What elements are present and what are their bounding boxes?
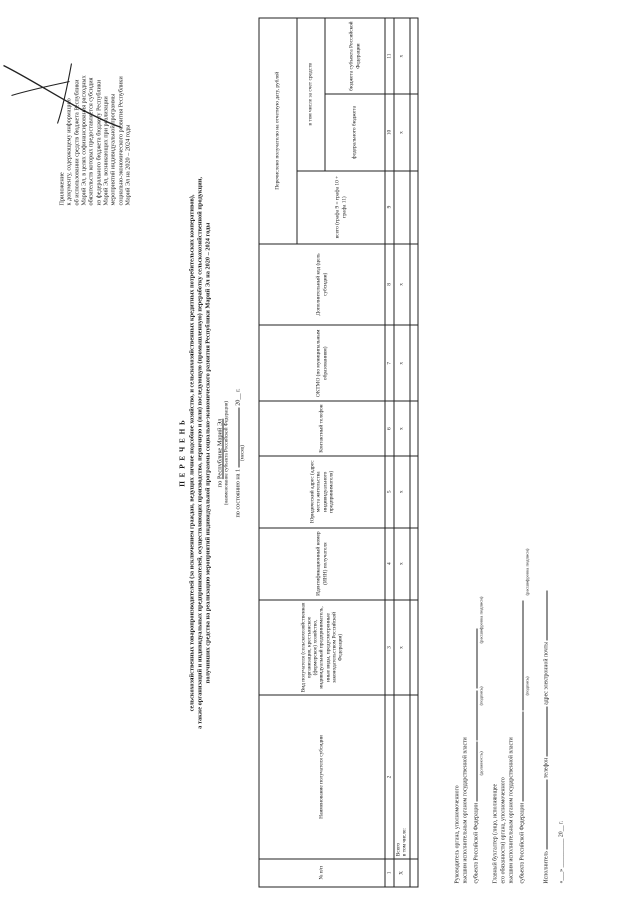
appendix-line: Марий Эл, в целях софинансирования расходных bbox=[79, 74, 87, 205]
column-number: 11 bbox=[385, 18, 394, 94]
region-line bbox=[216, 0, 223, 905]
head-title-line: высшим исполнительным органом государственной власти bbox=[462, 736, 468, 883]
appendix-line: об использовании средств бюджета Республики bbox=[72, 79, 80, 205]
column-number: 5 bbox=[385, 455, 394, 527]
status-year: 20__ г. bbox=[234, 387, 241, 406]
accountant-line: высшим исполнительным органом государственной власти bbox=[508, 736, 514, 883]
executor-blank bbox=[540, 779, 547, 849]
appendix-line: из федерального бюджета бюджету Республики bbox=[94, 79, 102, 205]
head-title-line: Руководитель органа, уполномоченного bbox=[454, 784, 460, 883]
total-cell: х bbox=[394, 455, 409, 527]
accountant-line: Главный бухгалтер (лицо, исполняющее bbox=[492, 783, 498, 883]
blank-cell bbox=[409, 170, 417, 243]
position-blank bbox=[470, 741, 477, 801]
col-activity-header: Вид получателя (сельскохозяйственная организация, крестьянское (фермерское) хозяйство, индивидуальный предприниматель, иные виды, предусмотренные законодательством Российской Федерации) bbox=[259, 599, 385, 695]
signature-caption: (подпись) bbox=[478, 685, 483, 705]
total-cell: х bbox=[394, 94, 409, 170]
column-number: 4 bbox=[385, 527, 394, 599]
total-row bbox=[394, 18, 409, 887]
position-caption: (должность) bbox=[478, 750, 483, 775]
accountant-line: его обязанности) органа, уполномоченного bbox=[500, 776, 506, 883]
column-number: 7 bbox=[385, 325, 394, 401]
appendix-line: социально-экономического развития Республики bbox=[116, 75, 124, 205]
status-prefix: по состоянию на 1 bbox=[234, 466, 241, 518]
date-line: «___» __________ 20__ г. bbox=[558, 820, 564, 883]
total-label: Всего bbox=[395, 842, 402, 856]
email-blank bbox=[540, 590, 547, 640]
signature-blank bbox=[470, 690, 477, 740]
month-blank bbox=[232, 407, 239, 467]
blank-cell bbox=[409, 858, 417, 886]
total-label-cell bbox=[394, 695, 409, 858]
col-total-header: всего (графа 9 = графа 10 + графа 11) bbox=[297, 170, 385, 243]
head-title-text: субъекта Российской Федерации bbox=[473, 802, 479, 883]
appendix-line: Марий Эл на 2020 – 2024 годы bbox=[123, 124, 131, 205]
col-extra-header: Дополнительный код (цель субсидии) bbox=[259, 243, 385, 325]
region-caption: (наименование субъекта Российской Федерации) bbox=[224, 400, 229, 505]
title-line: сельскохозяйственных товаропроизводителей (за исключением граждан, ведущих личное подсобное хозяйство, и сельскохозяйственных кредитных потребительских кооперативов), bbox=[188, 194, 195, 711]
region-prefix: по bbox=[216, 478, 223, 487]
handwritten-stroke bbox=[11, 81, 69, 95]
blank-cell bbox=[409, 695, 417, 858]
column-number: 8 bbox=[385, 243, 394, 325]
col-regional-header: бюджета субъекта Российской Федерации bbox=[325, 18, 385, 94]
appendix-line: Приложение bbox=[58, 171, 65, 205]
blank-cell bbox=[409, 527, 417, 599]
executor-line bbox=[540, 590, 550, 883]
acc-decode-caption: (расшифровка подписи) bbox=[524, 548, 529, 595]
handwritten-stroke bbox=[3, 65, 121, 127]
blank-cell bbox=[409, 455, 417, 527]
total-cell: х bbox=[394, 325, 409, 401]
col-inn-header: Идентификационный номер (ИНН) получателя bbox=[259, 527, 385, 599]
decode-blank bbox=[470, 628, 477, 688]
col-incl-header: в том числе за счет средств bbox=[297, 18, 325, 171]
phone-blank bbox=[540, 706, 547, 756]
column-number: 2 bbox=[385, 695, 394, 858]
col-phone-header: Контактный телефон bbox=[259, 401, 385, 455]
acc-signature-caption: (подпись) bbox=[524, 675, 529, 695]
appendix-line: мероприятий индивидуальной программы bbox=[109, 93, 117, 205]
accountant-title-text: субъекта Российской Федерации bbox=[519, 802, 525, 883]
column-number: 3 bbox=[385, 599, 394, 695]
acc-signature-blank bbox=[516, 711, 523, 801]
appendix-line: к документу, содержащему информацию bbox=[65, 97, 73, 205]
title-line: а также организаций и индивидуальных предпринимателей, осуществляющих производство, первичную и (или) последующую (промышленную) переработку сельскохозяйственной продукции, bbox=[196, 176, 203, 729]
header-row bbox=[259, 18, 297, 887]
executor-label: Исполнитель bbox=[543, 850, 549, 883]
appendix-line: обязательств которых предоставляется субсидия bbox=[87, 77, 95, 205]
blank-cell bbox=[409, 243, 417, 325]
including-label: в том числе: bbox=[401, 827, 408, 856]
acc-decode-blank bbox=[516, 600, 523, 710]
blank-row bbox=[409, 18, 417, 887]
column-number: 6 bbox=[385, 401, 394, 455]
region-value: Республике Марий Эл bbox=[216, 418, 223, 479]
col-num-header: № п/п bbox=[259, 858, 385, 886]
appendix-line: Марий Эл, возникающих при реализации bbox=[101, 95, 109, 205]
email-label: адрес электронной почты bbox=[543, 641, 549, 705]
blank-cell bbox=[409, 325, 417, 401]
blank-cell bbox=[409, 94, 417, 170]
col-oktmo-header: ОКТМО (по муниципальным образованиям) bbox=[259, 325, 385, 401]
column-number: 10 bbox=[385, 94, 394, 170]
handwritten-mark bbox=[0, 45, 127, 135]
col-address-header: Юридический адрес (адрес места жительства индивидуального предпринимателя) bbox=[259, 455, 385, 527]
blank-cell bbox=[409, 18, 417, 94]
column-numbers-row bbox=[385, 18, 394, 887]
col-federal-header: федерального бюджета bbox=[325, 94, 385, 170]
title-line: получивших средства на реализацию мероприятий индивидуальной программы социально-экономического развития Республики Марий Эл на 2020 – 2024 годы bbox=[204, 222, 211, 683]
blank-cell bbox=[409, 599, 417, 695]
total-cell: X bbox=[394, 858, 409, 886]
decode-caption: (расшифровка подписи) bbox=[478, 596, 483, 643]
col-name-header: Наименование получателя субсидии bbox=[259, 695, 385, 858]
column-number: 9 bbox=[385, 170, 394, 243]
total-cell: х bbox=[394, 243, 409, 325]
document-heading: П Е Р Е Ч Е Н Ь bbox=[178, 418, 186, 487]
total-cell: х bbox=[394, 401, 409, 455]
column-number: 1 bbox=[385, 858, 394, 886]
blank-cell bbox=[409, 401, 417, 455]
col-funds-header: Перечислено получателю на отчетную дату, рублей bbox=[259, 18, 297, 244]
total-cell bbox=[394, 170, 409, 243]
total-cell: х bbox=[394, 527, 409, 599]
total-cell: х bbox=[394, 18, 409, 94]
phone-label: телефон bbox=[543, 757, 549, 778]
recipients-table bbox=[258, 17, 418, 887]
handwritten-stroke bbox=[57, 63, 71, 123]
accountant-line bbox=[516, 600, 526, 883]
total-cell: х bbox=[394, 599, 409, 695]
month-caption: (месяц) bbox=[240, 444, 245, 461]
